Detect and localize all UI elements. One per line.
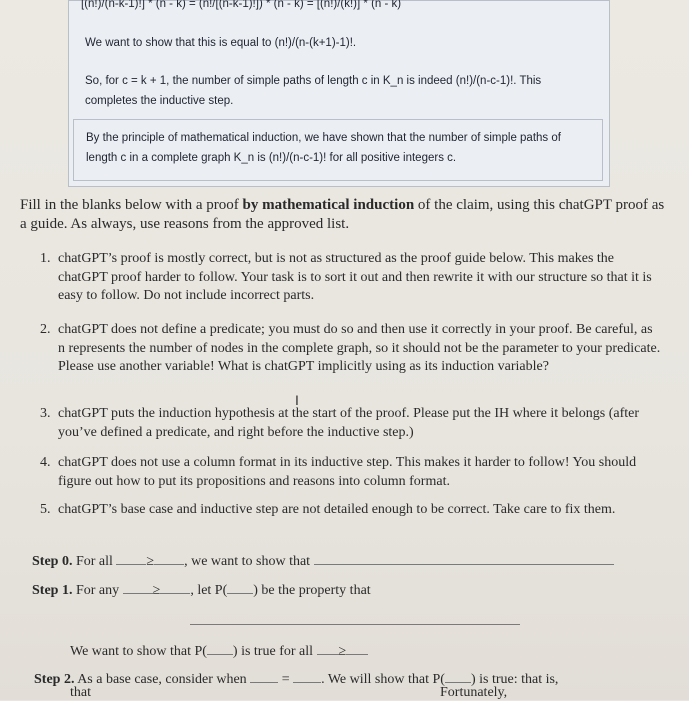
goal-var-blank[interactable]	[317, 640, 339, 655]
goal-true-for-all: ) is true for all	[232, 644, 314, 659]
item-number: 1.	[40, 251, 51, 266]
item-number: 4.	[40, 455, 51, 470]
step1-label: Step 1.	[32, 583, 73, 598]
step1-row	[32, 579, 371, 599]
step0-for-all: For all	[75, 554, 113, 569]
chatgpt-proof-box	[68, 0, 610, 187]
step1-bound-blank[interactable]	[160, 579, 190, 594]
chat-induction-conclusion: By the principle of mathematical induction, we have shown that the number of simple paths of length c in a complete graph K_n is (n!)/(n-c-1)! for all positive integers c.	[86, 132, 561, 164]
chat-goal-line: We want to show that this is equal to (n!)/(n-(k+1)-1)!.	[85, 37, 357, 49]
step0-bound-blank[interactable]	[154, 550, 184, 565]
step2-true: ) is true: that is,	[470, 672, 559, 687]
step1-rest: ) be the property that	[253, 583, 371, 598]
goal-row	[70, 640, 368, 660]
step1-for-any: For any	[75, 583, 120, 598]
step1-ge: ≥	[152, 583, 161, 598]
step1-var-blank[interactable]	[123, 579, 153, 594]
item-number: 3.	[40, 406, 51, 421]
intro-text-2: of the claim, using this chatGPT proof as a guide. As always, use reasons from the approved list.	[20, 197, 665, 232]
text-cursor-icon: I	[295, 392, 299, 408]
step0-label: Step 0.	[32, 554, 73, 569]
goal-want-show: We want to show that P(	[70, 644, 207, 659]
step2-label: Step 2.	[34, 672, 75, 687]
goal-ge: ≥	[338, 644, 347, 659]
goal-pred-arg-blank[interactable]	[207, 640, 233, 655]
goal-bound-blank[interactable]	[346, 640, 368, 655]
item-text: chatGPT’s base case and inductive step are not detailed enough to be correct. Take care to fix them.	[58, 502, 616, 517]
chat-inductive-conclusion: So, for c = k + 1, the number of simple paths of length c in K_n is indeed (n!)/(n-c-1)!. This completes the inductive step.	[85, 75, 542, 107]
chat-conclusion-box	[73, 119, 603, 181]
item-number: 5.	[40, 502, 51, 517]
intro-bold: by mathematical induction	[242, 197, 415, 213]
item-text: chatGPT does not define a predicate; you must do so and then use it correctly in your proof. Be careful, as n represents the number of nodes in the complete graph, so it should not be the parameter to your predicate. Please use another variable! What is chatGPT implicitly using as its induction variable?	[58, 322, 661, 374]
step0-row	[32, 550, 614, 570]
intro-text-1: Fill in the blanks below with a proof	[20, 197, 243, 213]
step2-value-blank[interactable]	[293, 668, 321, 683]
step1-property-blank[interactable]	[190, 610, 520, 625]
item-text: chatGPT does not use a column format in its inductive step. This makes it harder to follow! You should figure out how to put its propositions and reasons into column format.	[58, 455, 637, 489]
step2-fortunately: Fortunately,	[440, 685, 508, 700]
instructions-intro	[20, 196, 670, 234]
step0-var-blank[interactable]	[116, 550, 146, 565]
step2-var-blank[interactable]	[250, 668, 278, 683]
step2-text: As a base case, consider when	[77, 672, 247, 687]
step0-rest: , we want to show that	[184, 554, 311, 569]
step0-statement-blank[interactable]	[314, 550, 614, 565]
step0-ge: ≥	[146, 554, 155, 569]
step2-pred-arg-blank[interactable]	[445, 668, 471, 683]
item-text: chatGPT puts the induction hypothesis at the start of the proof. Please put the IH where it belongs (after you’ve defined a predicate, and right before the inductive step.)	[58, 406, 639, 440]
step1-let: , let P(	[190, 583, 228, 598]
chat-equation-line: [(n!)/(n-k-1)!] * (n - k) = (n!/[(n-k-1)!]) * (n - k) = [(n!)/(k!)] * (n - k)	[81, 0, 402, 10]
item-text: chatGPT’s proof is mostly correct, but is not as structured as the proof guide below. This makes the chatGPT proof harder to follow. Your task is to sort it out and then rewrite it with our structure so that it is easy to follow. Do not include incorrect parts.	[58, 251, 652, 303]
step2-show: . We will show that P(	[321, 672, 445, 687]
step1-pred-arg-blank[interactable]	[227, 579, 253, 594]
step2-eq: =	[281, 672, 290, 687]
step1-property-line	[190, 610, 520, 630]
item-number: 2.	[40, 322, 51, 337]
step2-that: that	[70, 685, 91, 700]
